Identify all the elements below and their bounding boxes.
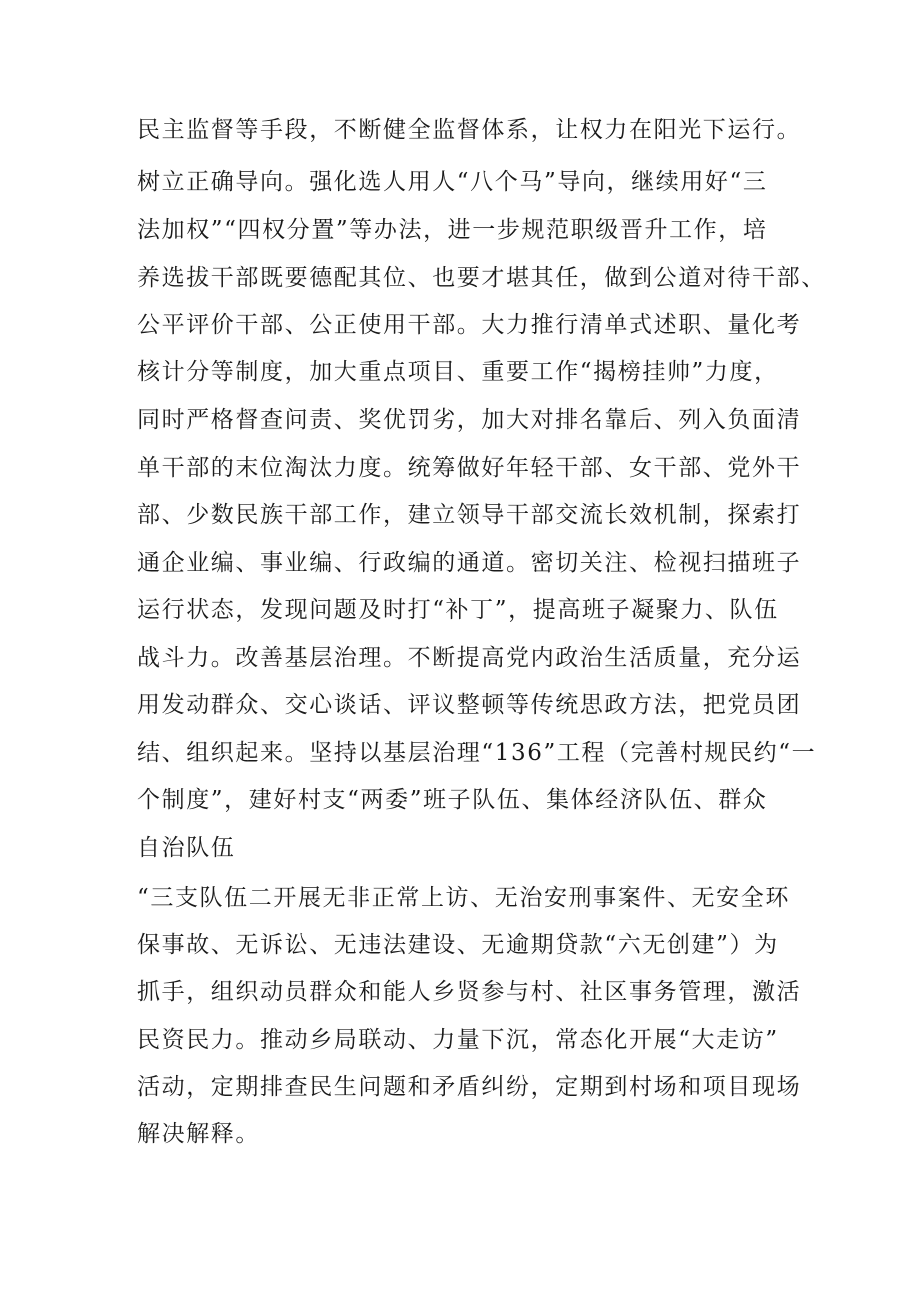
text-line-4: 养选拔干部既要德配其位、也要才堪其任，做到公道对待干部、: [137, 265, 826, 291]
text-line-7: 同时严格督查问责、奖优罚劣，加大对排名靠后、列入负面清: [137, 407, 802, 433]
text-line-22: 解决解释。: [137, 1121, 260, 1147]
text-line-9: 部、少数民族干部工作，建立领导干部交流长效机制，探索打: [137, 502, 802, 528]
text-line-16: 自治队伍: [137, 835, 236, 861]
text-line-8: 单干部的末位淘汰力度。统筹做好年轻干部、女干部、党外干: [137, 455, 802, 481]
text-line-6: 核计分等制度，加大重点项目、重要工作“揭榜挂帅”力度，: [137, 359, 779, 385]
text-line-11: 运行状态，发现问题及时打“补丁”，提高班子凝聚力、队伍: [137, 597, 779, 623]
text-line-20: 民资民力。推动乡局联动、力量下沉，常态化开展“大走访”: [137, 1027, 779, 1053]
text-line-12: 战斗力。改善基层治理。不断提高党内政治生活质量，充分运: [137, 645, 802, 671]
text-line-10: 通企业编、事业编、行政编的通道。密切关注、检视扫描班子: [137, 550, 802, 576]
text-line-5: 公平评价干部、公正使用干部。大力推行清单式述职、量化考: [137, 312, 802, 338]
text-line-1: 民主监督等手段，不断健全监督体系，让权力在阳光下运行。: [137, 117, 802, 143]
text-line-3: 法加权”“四权分置”等办法，进一步规范职级晋升工作，培: [137, 217, 768, 243]
text-line-18: 保事故、无诉讼、无违法建设、无逾期贷款“六无创建”）为: [137, 932, 779, 958]
text-line-21: 活动，定期排查民生问题和矛盾纠纷，定期到村场和项目现场: [137, 1074, 802, 1100]
text-line-13: 用发动群众、交心谈话、评议整顿等传统思政方法，把党员团: [137, 692, 802, 718]
text-line-19: 抓手，组织动员群众和能人乡贤参与村、社区事务管理，激活: [137, 979, 802, 1005]
text-line-14: 结、组织起来。坚持以基层治理“136”工程（完善村规民约“一: [137, 740, 817, 766]
text-line-17: “三支队伍二开展无非正常上访、无治安刑事案件、无安全环: [137, 885, 790, 911]
text-line-2: 树立正确导向。强化选人用人“八个马”导向，继续用好“三: [137, 169, 768, 195]
text-line-15: 个制度”，建好村支“两委”班子队伍、集体经济队伍、群众: [137, 787, 768, 813]
